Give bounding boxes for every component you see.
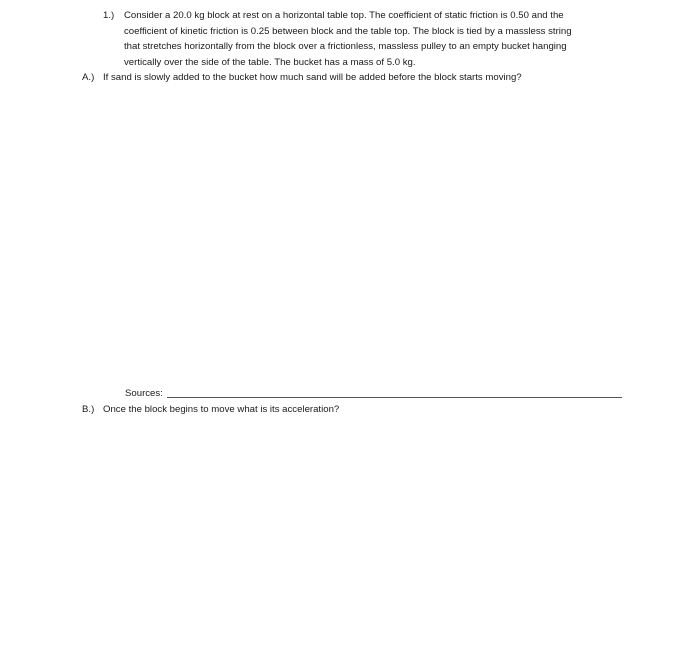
sources-label: Sources:: [125, 388, 163, 399]
part-b-question: Once the block begins to move what is its acceleration?: [103, 404, 340, 415]
problem-statement: [124, 8, 644, 70]
problem-line: coefficient of kinetic friction is 0.25 between block and the table top. The block is tied by a massless string: [124, 25, 572, 37]
problem-line: vertically over the side of the table. The bucket has a mass of 5.0 kg.: [124, 56, 416, 68]
part-b-label: B.): [82, 404, 95, 415]
sources-answer-line[interactable]: [167, 397, 622, 398]
part-a-question: If sand is slowly added to the bucket how much sand will be added before the block starts moving?: [103, 72, 522, 83]
problem-number: 1.): [103, 10, 115, 21]
part-a-label: A.): [82, 72, 95, 83]
problem-line: Consider a 20.0 kg block at rest on a horizontal table top. The coefficient of static friction is 0.50 and the: [124, 10, 564, 21]
problem-line: that stretches horizontally from the block over a frictionless, massless pulley to an empty bucket hanging: [124, 41, 567, 52]
